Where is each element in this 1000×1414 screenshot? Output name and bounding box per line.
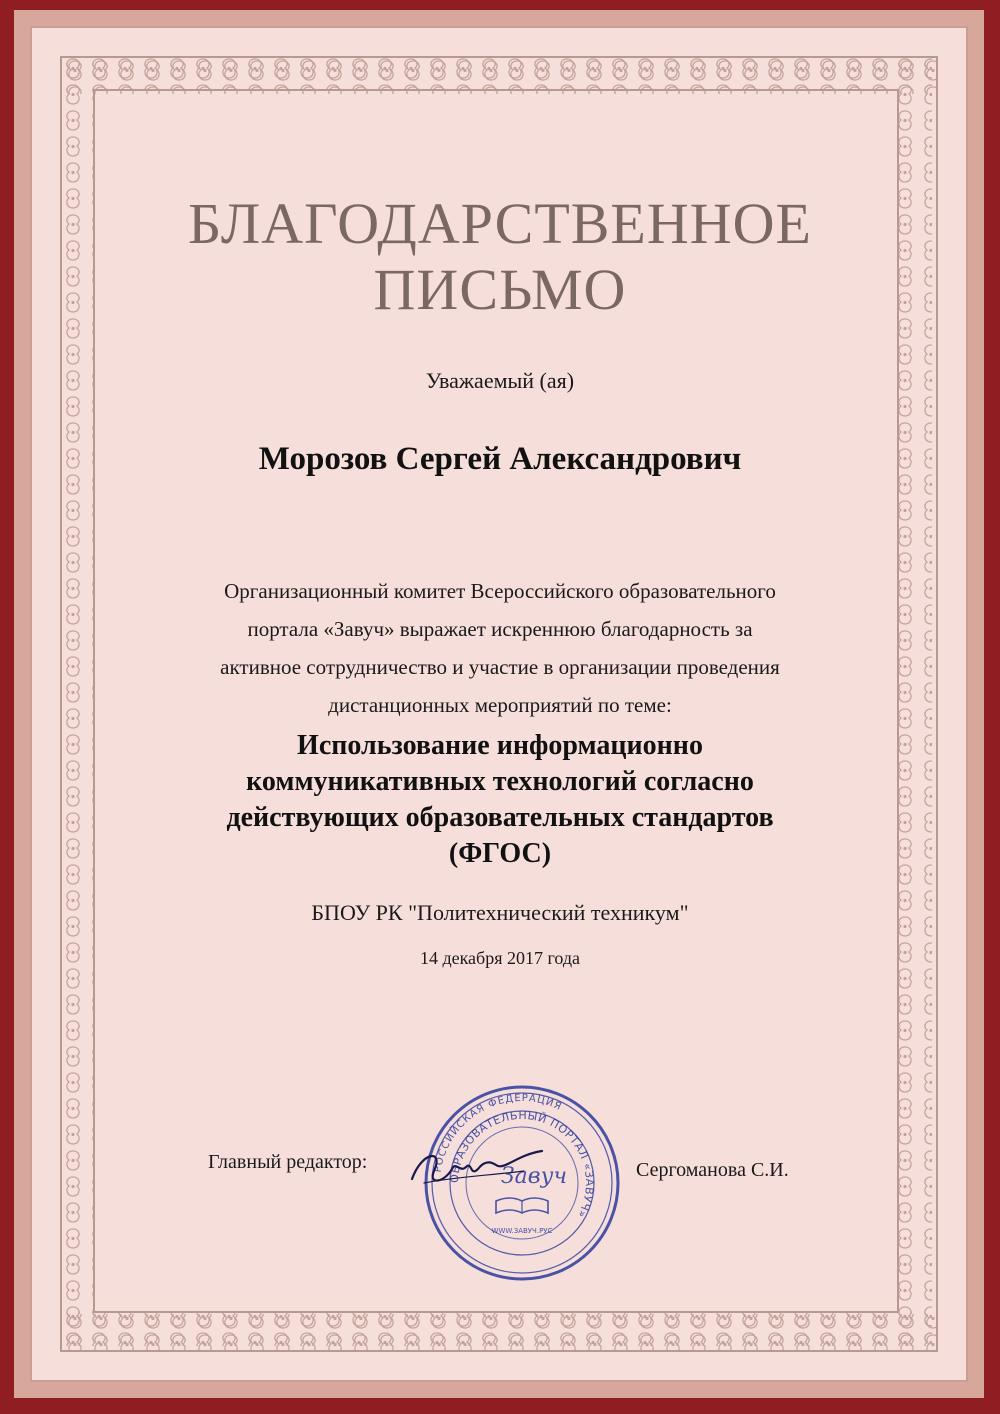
title-line-1: БЛАГОДАРСТВЕННОЕ [188,191,812,256]
body-line: активное сотрудничество и участие в организации проведения [220,655,780,679]
body-line: дистанционных мероприятий по теме: [328,693,672,717]
body-line: портала «Завуч» выражает искреннюю благодарность за [247,617,753,641]
body-text [156,572,844,724]
stamp-site: WWW.ЗАВУЧ.РУС [491,1227,553,1235]
handwritten-signature [404,1131,554,1201]
topic-line: коммуникативных технологий согласно [246,766,754,797]
editor-label: Главный редактор: [208,1151,368,1173]
organization: БПОУ РК "Политехнический техникум" [311,900,689,925]
certificate-title [16,191,984,323]
title-line-2: ПИСЬМО [373,257,627,322]
topic [116,728,884,872]
editor-name: Сергоманова С.И. [636,1159,789,1181]
topic-line: (ФГОС) [448,838,552,869]
certificate-content [16,13,984,1396]
greeting: Уважаемый (ая) [425,368,575,393]
stamp-logo-text: Завуч [500,1164,568,1189]
stamp-inner-text: ОБРАЗОВАТЕЛЬНЫЙ ПОРТАЛ «ЗАВУЧ» [447,1108,597,1221]
stamp-outer-text: РОССИЙСКАЯ ФЕДЕРАЦИЯ [432,1092,564,1174]
recipient-name: Морозов Сергей Александрович [258,441,742,477]
topic-line: Использование информационно [297,730,703,761]
date: 14 декабря 2017 года [419,948,581,968]
topic-line: действующих образовательных стандартов [226,802,774,833]
body-line: Организационный комитет Всероссийского образовательного [224,579,776,603]
